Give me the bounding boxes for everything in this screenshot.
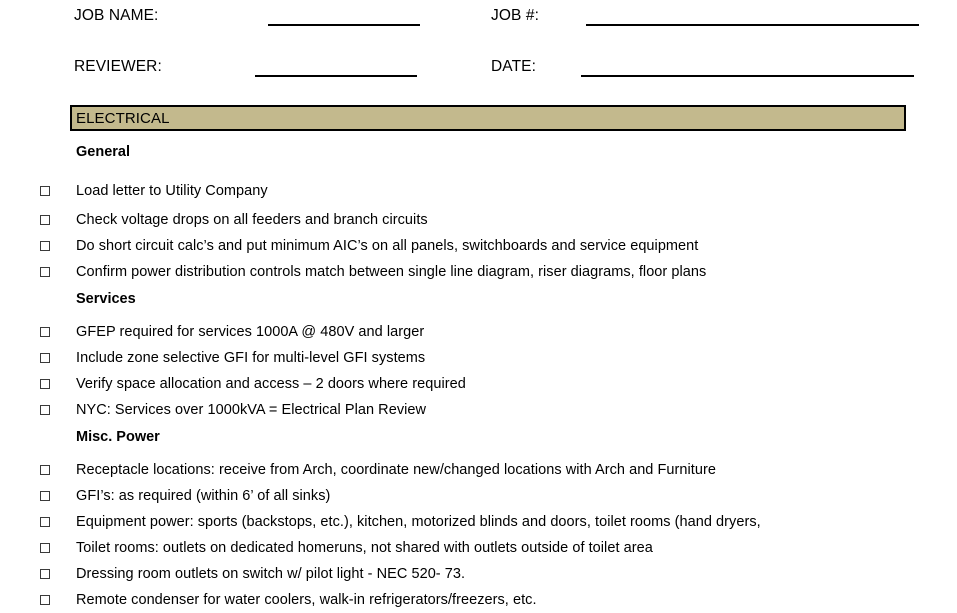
checkbox-icon[interactable] <box>40 186 50 196</box>
checkbox-icon[interactable] <box>40 267 50 277</box>
checklist-item[interactable] <box>0 561 957 587</box>
field-date <box>491 59 914 77</box>
checkbox-icon[interactable] <box>40 379 50 389</box>
checklist-item-label: Equipment power: sports (backstops, etc.), kitchen, motorized blinds and doors, toilet rooms (hand dryers, <box>76 513 761 530</box>
checklist-item-label: Receptacle locations: receive from Arch, coordinate new/changed locations with Arch and Furniture <box>76 461 716 478</box>
checklist-body <box>0 145 957 613</box>
field-label-date: DATE: <box>491 58 536 75</box>
section-header-electrical <box>70 105 906 131</box>
checkbox-icon[interactable] <box>40 405 50 415</box>
checklist-item-label: Check voltage drops on all feeders and branch circuits <box>76 211 428 228</box>
checkbox-icon[interactable] <box>40 465 50 475</box>
checkbox-icon[interactable] <box>40 569 50 579</box>
checklist-item-label: Include zone selective GFI for multi-level GFI systems <box>76 349 426 366</box>
checkbox-icon[interactable] <box>40 241 50 251</box>
checklist-item[interactable] <box>0 483 957 509</box>
field-job-number <box>491 8 919 26</box>
group-heading-services: Services <box>76 291 136 307</box>
field-rule-job-name[interactable] <box>268 24 420 26</box>
field-rule-date[interactable] <box>581 75 914 77</box>
checklist-item[interactable] <box>0 233 957 259</box>
checkbox-icon[interactable] <box>40 353 50 363</box>
checklist-item-label: Toilet rooms: outlets on dedicated homeruns, not shared with outlets outside of toilet area <box>76 539 653 556</box>
checklist-item[interactable] <box>0 259 957 285</box>
checkbox-icon[interactable] <box>40 491 50 501</box>
checklist-item[interactable] <box>0 371 957 397</box>
checkbox-icon[interactable] <box>40 543 50 553</box>
field-rule-reviewer[interactable] <box>255 75 417 77</box>
checklist-item[interactable] <box>0 535 957 561</box>
field-label-job-number: JOB #: <box>491 7 539 24</box>
section-title: ELECTRICAL <box>76 109 170 127</box>
checkbox-icon[interactable] <box>40 517 50 527</box>
checklist-item-label: Verify space allocation and access – 2 doors where required <box>76 375 466 392</box>
checklist-item[interactable] <box>0 175 957 207</box>
checklist-item-label: Dressing room outlets on switch w/ pilot light - NEC 520- 73. <box>76 565 466 582</box>
checklist-item-label: GFEP required for services 1000A @ 480V and larger <box>76 323 425 340</box>
checklist-item[interactable] <box>0 207 957 233</box>
checklist-item-label: Remote condenser for water coolers, walk-in refrigerators/freezers, etc. <box>76 591 537 608</box>
group-heading-general: General <box>76 144 130 160</box>
field-label-job-name: JOB NAME: <box>74 7 159 24</box>
checklist-item-label: NYC: Services over 1000kVA = Electrical Plan Review <box>76 401 427 418</box>
checklist-item-label: Load letter to Utility Company <box>76 182 268 199</box>
checklist-item[interactable] <box>0 587 957 613</box>
field-label-reviewer: REVIEWER: <box>74 58 162 75</box>
checklist-item-label: GFI’s: as required (within 6’ of all sinks) <box>76 487 331 504</box>
group-heading-misc-power: Misc. Power <box>76 429 160 445</box>
checklist-item-label: Do short circuit calc’s and put minimum AIC’s on all panels, switchboards and service equipment <box>76 237 699 254</box>
checklist-item[interactable] <box>0 457 957 483</box>
checklist-item[interactable] <box>0 319 957 345</box>
field-job-name <box>74 8 420 26</box>
checkbox-icon[interactable] <box>40 595 50 605</box>
checklist-item[interactable] <box>0 345 957 371</box>
field-rule-job-number[interactable] <box>586 24 919 26</box>
checkbox-icon[interactable] <box>40 215 50 225</box>
checklist-item[interactable] <box>0 509 957 535</box>
field-reviewer <box>74 59 417 77</box>
checkbox-icon[interactable] <box>40 327 50 337</box>
checklist-item-label: Confirm power distribution controls match between single line diagram, riser diagrams, floor plans <box>76 263 707 280</box>
checklist-item[interactable] <box>0 397 957 423</box>
